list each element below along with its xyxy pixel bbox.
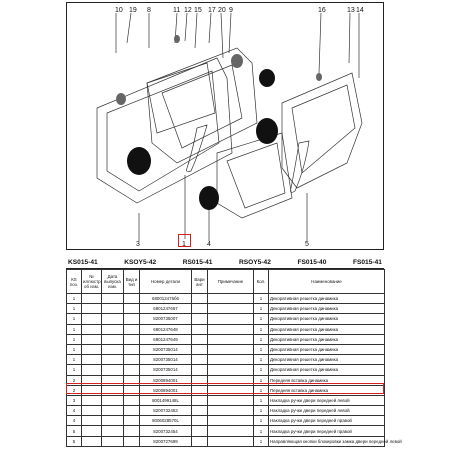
table-row (67, 365, 385, 375)
table-cell (208, 304, 254, 314)
table-row (67, 416, 385, 426)
rear-door-panel (217, 133, 292, 218)
table-cell: 8200732454 (140, 426, 192, 436)
model-code: FS015-41 (352, 258, 382, 266)
table-cell (124, 294, 140, 304)
model-code: FS015-40 (297, 258, 327, 266)
table-cell (102, 314, 124, 324)
table-cell (102, 406, 124, 416)
table-cell (192, 416, 208, 426)
table-cell: 1 (254, 355, 269, 365)
speaker-grille (199, 186, 219, 210)
model-code: KS015-41 (68, 258, 98, 266)
table-row (67, 294, 385, 304)
table-cell: 4 (67, 406, 82, 416)
table-cell: 2 (67, 385, 82, 395)
table-cell: 1 (254, 344, 269, 354)
table-cell: 6801247649 (140, 334, 192, 344)
table-cell (102, 395, 124, 405)
table-cell: 2 (67, 375, 82, 385)
table-cell: 8200727699 (140, 436, 192, 446)
col-header: Дата выпуска изм. (102, 270, 124, 294)
table-cell: 1 (254, 314, 269, 324)
table-cell (82, 294, 102, 304)
table-cell (208, 355, 254, 365)
table-cell (82, 406, 102, 416)
table-cell: 1 (67, 365, 82, 375)
table-cell (192, 395, 208, 405)
table-cell (82, 344, 102, 354)
parts-table (66, 269, 402, 447)
table-cell (124, 355, 140, 365)
table-cell (124, 334, 140, 344)
table-cell: 8001499148L (140, 395, 192, 405)
table-cell: 8200894001 (140, 375, 192, 385)
parts-table-section (66, 256, 402, 447)
table-row (67, 355, 385, 365)
col-header: Примечание (208, 270, 254, 294)
callout-1: 1 (182, 241, 186, 248)
table-cell: Накладка ручки двери передней левой (269, 406, 385, 416)
table-cell: 8200735014 (140, 355, 192, 365)
table-cell (124, 406, 140, 416)
table-cell: Декоративная решетка динамика (269, 365, 385, 375)
table-cell (82, 324, 102, 334)
table-cell (208, 314, 254, 324)
table-row (67, 344, 385, 354)
table-cell (102, 344, 124, 354)
table-cell (124, 344, 140, 354)
table-cell (124, 436, 140, 446)
table-header-row (67, 270, 385, 294)
speaker-grille (256, 118, 278, 144)
table-cell (208, 416, 254, 426)
table-cell (82, 334, 102, 344)
table-cell: 1 (254, 395, 269, 405)
table-cell (192, 304, 208, 314)
table-cell: Декоративная решетка динамика (269, 355, 385, 365)
table-cell: 5 (67, 436, 82, 446)
table-cell: Декоративная решетка динамика (269, 334, 385, 344)
table-cell (124, 304, 140, 314)
table-cell: 1 (254, 365, 269, 375)
callout-8: 8 (147, 7, 151, 14)
table-cell: Направляющая кнопки блокировки замка двери передней левой (269, 436, 385, 446)
table-row (67, 334, 385, 344)
callout-17: 17 (208, 7, 216, 14)
table-cell: Декоративная решетка динамика (269, 324, 385, 334)
callout-15: 15 (194, 7, 202, 14)
table-cell: Декоративная решетка динамика (269, 294, 385, 304)
table-cell (82, 426, 102, 436)
table-cell (82, 314, 102, 324)
table-cell: 8200735014 (140, 365, 192, 375)
callout-14: 14 (356, 7, 364, 14)
table-cell (82, 395, 102, 405)
table-cell (102, 304, 124, 314)
callout-highlight-box (178, 234, 191, 247)
table-cell: 1 (254, 294, 269, 304)
table-cell: Накладка ручки двери передней правой (269, 426, 385, 436)
col-header: № иллюстр. об изм. (82, 270, 102, 294)
table-cell: 1 (67, 334, 82, 344)
table-cell (192, 324, 208, 334)
col-header: Вид и тип (124, 270, 140, 294)
table-cell: Передняя вставка динамика (269, 375, 385, 385)
callout-5: 5 (305, 241, 309, 248)
table-cell (192, 406, 208, 416)
table-cell (192, 365, 208, 375)
col-header: Кол. (254, 270, 269, 294)
col-header: Номер детали (140, 270, 192, 294)
table-cell (82, 365, 102, 375)
callout-10: 10 (115, 7, 123, 14)
table-row (67, 426, 385, 436)
table-cell (208, 334, 254, 344)
table-cell: 1 (67, 324, 82, 334)
table-row (67, 436, 385, 446)
table-cell (192, 436, 208, 446)
table-cell (124, 324, 140, 334)
table-cell: 1 (67, 355, 82, 365)
table-cell (124, 426, 140, 436)
model-code: RS015-41 (182, 258, 213, 266)
exploded-diagram (66, 2, 384, 250)
table-cell: 1 (67, 314, 82, 324)
table-cell (208, 426, 254, 436)
table-cell (102, 324, 124, 334)
table-cell: 8006028570L (140, 416, 192, 426)
table-row (67, 314, 385, 324)
table-cell (102, 416, 124, 426)
table-cell: 8200735007 (140, 314, 192, 324)
table-row (67, 304, 385, 314)
table-cell: 5 (67, 426, 82, 436)
table-cell (192, 334, 208, 344)
table-cell: 1 (67, 344, 82, 354)
table-cell: 1 (254, 324, 269, 334)
callout-16: 16 (318, 7, 326, 14)
table-cell (102, 365, 124, 375)
table-cell (82, 416, 102, 426)
table-cell (192, 314, 208, 324)
table-cell: 6801247667 (140, 304, 192, 314)
table-cell (208, 324, 254, 334)
table-cell (102, 436, 124, 446)
table-cell (124, 416, 140, 426)
table-cell (208, 294, 254, 304)
callout-13: 13 (347, 7, 355, 14)
table-cell: 8200735014 (140, 344, 192, 354)
col-header: Вари ант (192, 270, 208, 294)
table-cell: 1 (254, 334, 269, 344)
speaker-grille (259, 69, 275, 87)
table-cell: 4 (67, 416, 82, 426)
callout-4: 4 (207, 241, 211, 248)
table-cell: 6801247648 (140, 324, 192, 334)
table-cell (82, 355, 102, 365)
table-cell (192, 294, 208, 304)
model-code: RSOY5-42 (238, 258, 271, 266)
table-cell: 1 (254, 416, 269, 426)
table-cell (208, 406, 254, 416)
callout-11: 11 (173, 7, 181, 14)
table-cell: 1 (254, 426, 269, 436)
callout-9: 9 (229, 7, 233, 14)
table-cell: Накладка ручки двери передней правой (269, 416, 385, 426)
table-cell (102, 334, 124, 344)
table-cell: 8200894001 (140, 385, 192, 395)
table-cell: 1 (254, 436, 269, 446)
callout-3: 3 (136, 241, 140, 248)
table-cell: Декоративная решетка динамика (269, 344, 385, 354)
table-cell (82, 304, 102, 314)
col-header: Наименование (269, 270, 385, 294)
table-cell (192, 344, 208, 354)
table-cell: 1 (67, 294, 82, 304)
table-cell: 680012476б6 (140, 294, 192, 304)
table-cell: Накладка ручки двери передней левой (269, 395, 385, 405)
table-cell: 3 (67, 395, 82, 405)
table-cell: Передняя вставка динамика (269, 385, 385, 395)
table-cell (208, 344, 254, 354)
table-cell (124, 395, 140, 405)
table-cell (124, 314, 140, 324)
speaker-grille (127, 147, 151, 175)
table-cell (192, 426, 208, 436)
table-cell (102, 426, 124, 436)
callout-20: 20 (218, 7, 226, 14)
table-cell: 8200732453 (140, 406, 192, 416)
table-cell: Декоративная решетка динамика (269, 314, 385, 324)
door-panels-drawing (67, 3, 383, 249)
table-row (67, 395, 385, 405)
table-cell (102, 294, 124, 304)
table-cell (208, 365, 254, 375)
table-cell: 1 (254, 304, 269, 314)
row-highlight-box (66, 383, 384, 394)
callout-19: 19 (129, 7, 137, 14)
table-cell: 1 (254, 385, 269, 395)
table-row (67, 324, 385, 334)
table-cell: Декоративная решетка динамика (269, 304, 385, 314)
col-header: КS поз. (67, 270, 82, 294)
table-cell: 1 (254, 406, 269, 416)
table-cell: 1 (67, 304, 82, 314)
table-cell (82, 436, 102, 446)
model-codes-row (66, 256, 384, 269)
table-cell (124, 365, 140, 375)
model-code: KSOY5-42 (124, 258, 157, 266)
table-cell: 1 (254, 375, 269, 385)
callout-12: 12 (184, 7, 192, 14)
table-cell (102, 355, 124, 365)
table-cell (192, 355, 208, 365)
table-row (67, 406, 385, 416)
table-cell (208, 395, 254, 405)
table-cell (208, 436, 254, 446)
